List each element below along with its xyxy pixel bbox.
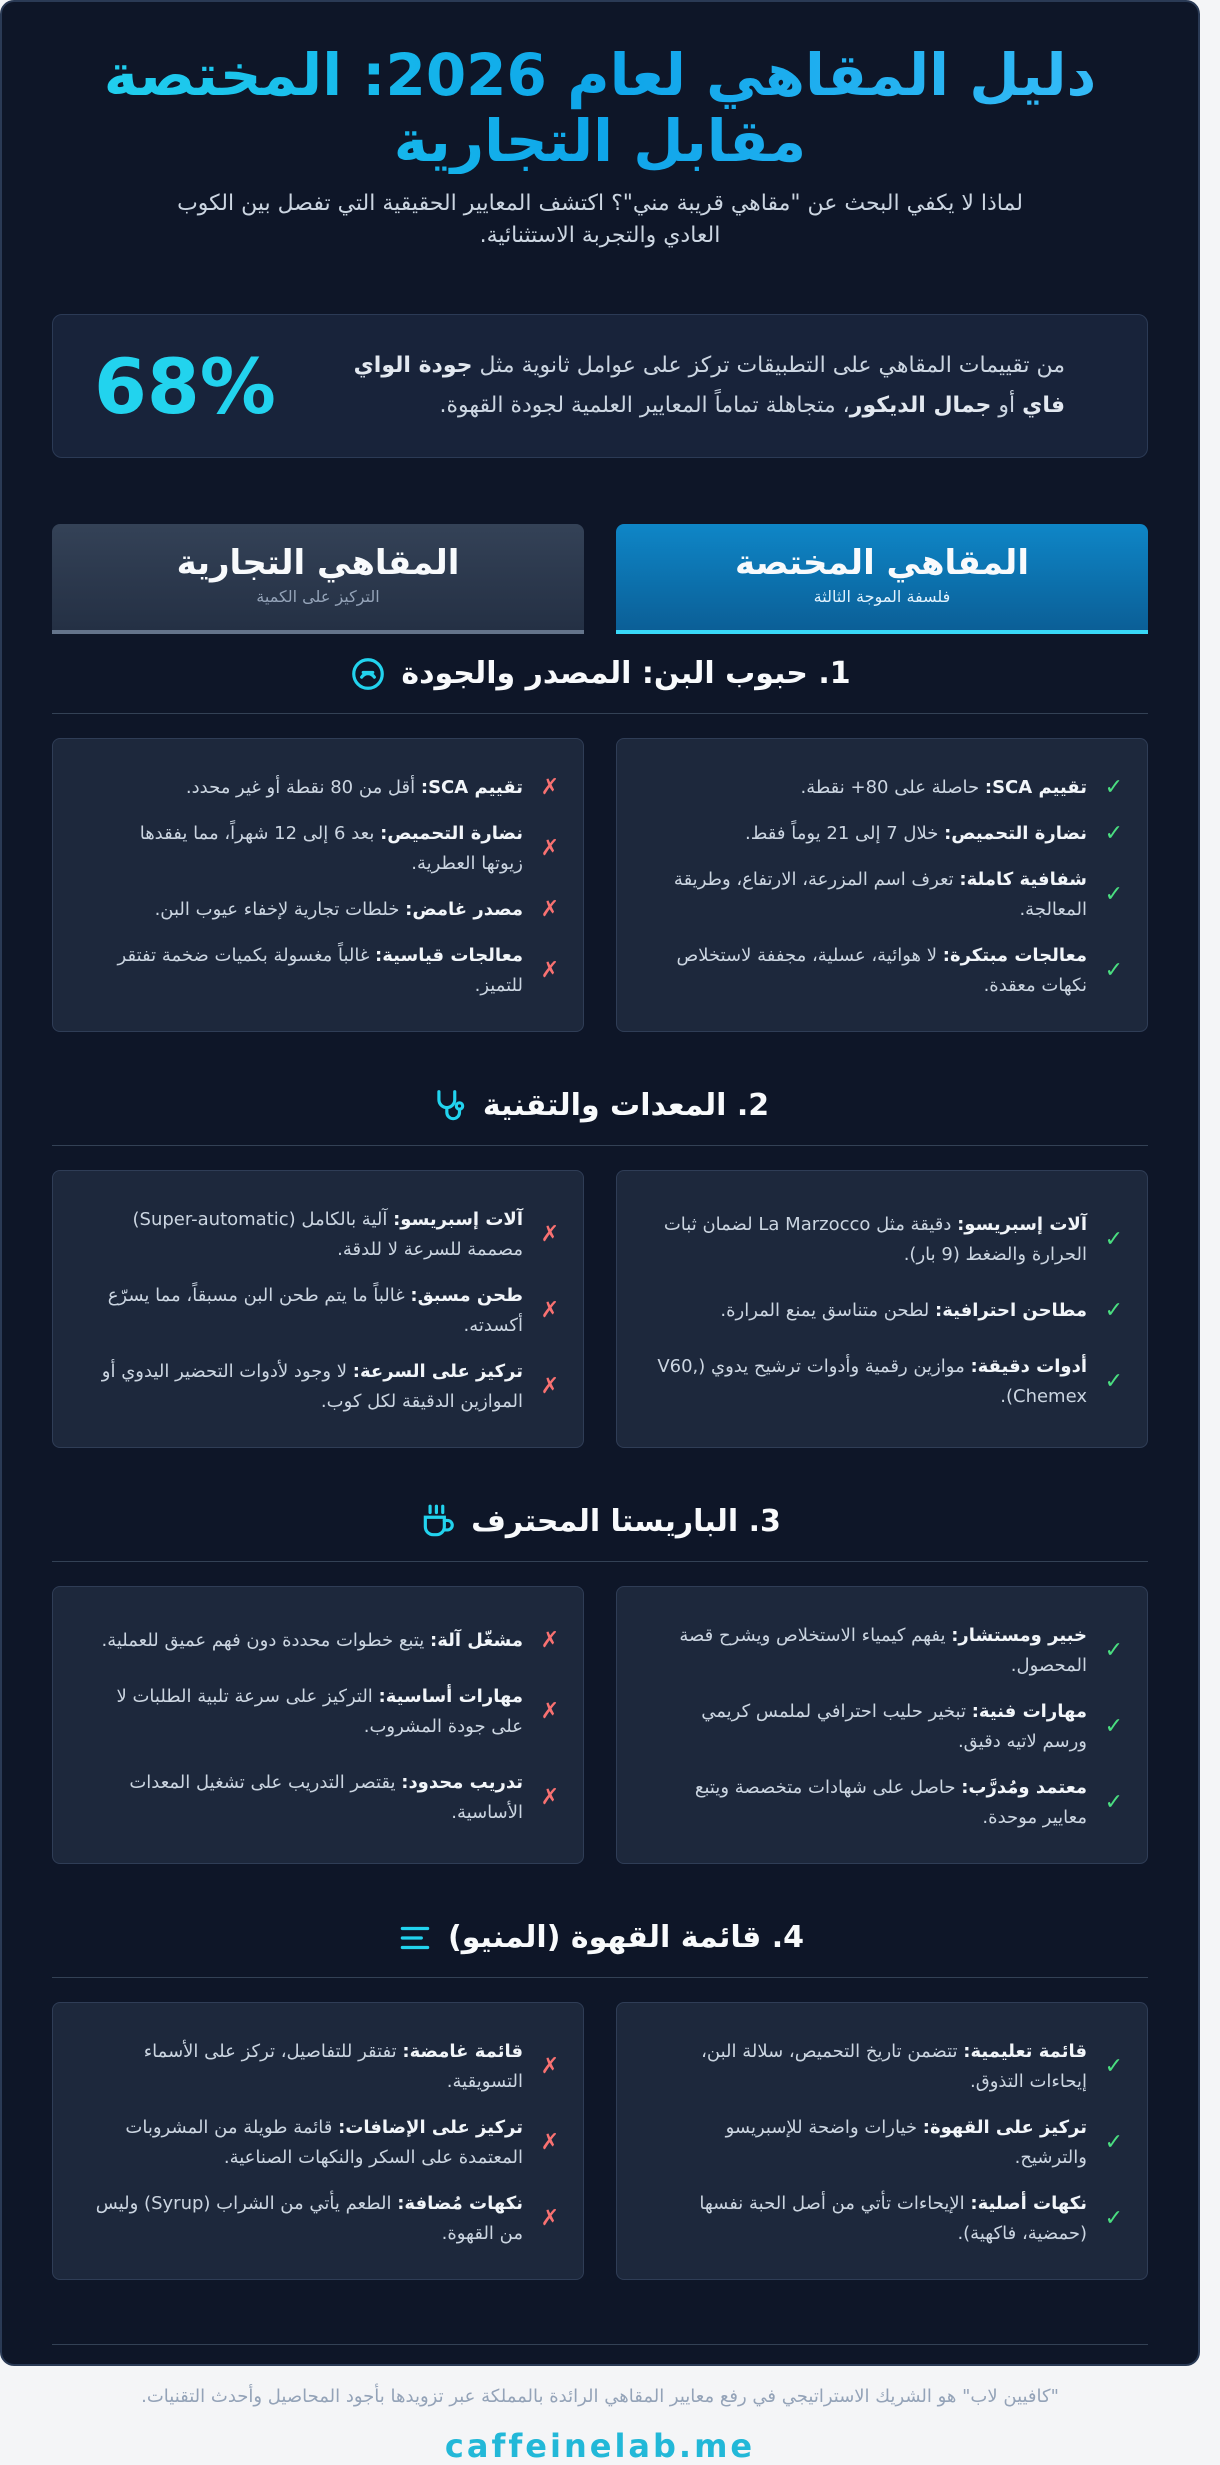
item-description: الطعم يأتي من الشراب (Syrup) وليس من القهوة. [95,2193,523,2244]
footer-site: caffeinelab.me [444,2427,756,2465]
check-icon: ✓ [1104,1369,1123,1394]
comparison-sections [52,634,1148,2280]
item-description: الإيحاءات تأتي من أصل الحبة نفسها (حمضية، فاكهية). [699,2193,1087,2244]
item-label: قائمة تعليمية: [963,2041,1087,2062]
item-text [657,1210,1087,1270]
stat-description [285,346,1115,426]
item-description: غالباً مغسولة بكميات ضخمة تفتقر للتميز. [117,945,523,996]
item-text [657,1621,1087,1681]
item-label: تركيز على الإضافات: [338,2117,523,2138]
cross-icon: ✗ [540,1374,559,1399]
item-description: موازين رقمية وأدوات ترشيح يدوي (V60, Chemex). [657,1356,1087,1407]
list-item [657,1202,1123,1278]
cross-icon: ✗ [540,1222,559,1247]
item-description: يفهم كيمياء الاستخلاص ويشرح قصة المحصول. [679,1625,1087,1676]
item-description: التركيز على سرعة تلبية الطلبات لا على جودة المشروب. [116,1686,523,1737]
section-title-row [52,1482,1148,1562]
item-label: تدريب محدود: [401,1772,523,1793]
list-item [657,1288,1123,1334]
item-text [93,2189,523,2249]
page-title: دليل المقاهي لعام 2026: المختصة مقابل التجارية [52,42,1148,174]
item-label: نضارة التحميص: [380,823,523,844]
item-label: شفافية كاملة: [959,869,1087,890]
section-title: 3. الباريستا المحترف [471,1504,781,1539]
specialty-card [616,738,1148,1032]
cross-icon: ✗ [540,1628,559,1653]
list-item [657,933,1123,1009]
section-title-row [52,634,1148,714]
cross-icon: ✗ [540,897,559,922]
item-text [186,773,523,803]
list-item [657,765,1123,811]
item-text [720,1296,1087,1326]
item-label: أدوات دقيقة: [970,1356,1087,1377]
list-item [93,1618,559,1664]
item-description: قائمة طويلة من المشروبات المعتمدة على السكر والنكهات الصناعية. [125,2117,523,2168]
item-description: بعد 6 إلى 12 شهراً، مما يفقدها زيوتها العطرية. [139,823,523,874]
item-description: لطحن متناسق يمنع المرارة. [720,1300,936,1321]
list-item [93,765,559,811]
item-description: تعرف اسم المزرعة، الارتفاع، وطريقة المعالجة. [673,869,1087,920]
stat-value: 68% [94,341,276,431]
comparison-cards [52,1586,1148,1864]
cross-icon: ✗ [540,1298,559,1323]
item-description: يتبع خطوات محددة دون فهم عميق للعملية. [101,1630,430,1651]
check-icon: ✓ [1104,2206,1123,2231]
item-label: معالجات مبتكرة: [942,945,1087,966]
section-2 [52,1066,1148,1448]
item-text [745,819,1087,849]
column-headers [52,524,1148,634]
item-label: مطاحن احترافية: [935,1300,1087,1321]
specialty-card [616,1586,1148,1864]
item-text [93,1281,523,1341]
item-label: تقييم SCA: [984,777,1087,798]
check-icon: ✓ [1104,958,1123,983]
item-text [102,1626,524,1656]
item-description: يقتصر التدريب على تشغيل المعدات الأساسية. [129,1772,523,1823]
stat-text-3: ، متجاهلة تماماً المعايير العلمية لجودة القهوة. [439,393,850,418]
section-title: 4. قائمة القهوة (المنيو) [448,1920,804,1955]
stat-text-2: أو [991,393,1023,418]
item-label: آلات إسبريسو: [393,1209,523,1230]
item-description: لا هوائية، عسلية، مجففة لاستخلاص نكهات معقدة. [676,945,1087,996]
check-icon: ✓ [1104,2054,1123,2079]
section-title-row [52,1066,1148,1146]
item-text [801,773,1087,803]
item-text [657,1352,1087,1412]
item-description: دقيقة مثل La Marzocco لضمان ثبات الحرارة والضغط (9 بار). [663,1214,1087,1265]
list-item [657,1689,1123,1765]
check-icon: ✓ [1104,1790,1123,1815]
item-description: تتضمن تاريخ التحميص، سلالة البن، إيحاءات التذوق. [701,2041,1087,2092]
item-text [93,941,523,1001]
check-icon: ✓ [1104,1298,1123,1323]
footer [52,2344,1148,2465]
list-item [93,1197,559,1273]
specialty-title: المقاهي المختصة [735,543,1029,583]
section-3 [52,1482,1148,1864]
item-description: لا وجود لأدوات التحضير اليدوي أو الموازين الدقيقة لكل كوب. [101,1361,523,1412]
commercial-card [52,738,584,1032]
item-description: غالباً ما يتم طحن البن مسبقاً، مما يسرّع أكسدته. [107,1285,523,1336]
item-label: نكهات مُضافة: [397,2193,523,2214]
hero [52,2,1148,252]
check-icon: ✓ [1104,1227,1123,1252]
stat-bold-1: جودة الواي فاي [353,353,1065,418]
menu-list-icon [396,1919,434,1957]
cross-icon: ✗ [540,775,559,800]
item-description: تبخير حليب احترافي لملمس كريمي ورسم لاتيه دقيق. [701,1701,1087,1752]
cross-icon: ✗ [540,836,559,861]
item-text [657,1697,1087,1757]
item-label: مهارات أساسية: [378,1686,523,1707]
item-text [93,1682,523,1742]
cross-icon: ✗ [540,2206,559,2231]
check-icon: ✓ [1104,2130,1123,2155]
item-text [93,819,523,879]
item-text [93,1357,523,1417]
list-item [93,2181,559,2257]
commercial-card [52,1170,584,1448]
list-item [657,1765,1123,1841]
item-label: طحن مسبق: [410,1285,523,1306]
page-subtitle: لماذا لا يكفي البحث عن "مقاهي قريبة مني"؟ اكتشف المعايير الحقيقية التي تفصل بين الكوب العادي والتجربة الاستثنائية. [177,191,1023,248]
item-label: خبير ومستشار: [951,1625,1087,1646]
check-icon: ✓ [1104,1714,1123,1739]
item-text [657,941,1087,1001]
list-item [93,811,559,887]
item-label: آلات إسبريسو: [957,1214,1087,1235]
commercial-card [52,1586,584,1864]
item-text [657,1773,1087,1833]
list-item [93,1273,559,1349]
item-label: مهارات فنية: [971,1701,1087,1722]
item-description: تفتقر للتفاصيل، تركز على الأسماء التسويقية. [143,2041,523,2092]
list-item [657,1613,1123,1689]
stethoscope-icon [431,1087,469,1125]
specialty-card [616,2002,1148,2280]
comparison-cards [52,2002,1148,2280]
cross-icon: ✗ [540,958,559,983]
coffee-bean-icon [349,655,387,693]
item-text [657,2113,1087,2173]
footer-quote: "كافيين لاب" هو الشريك الاستراتيجي في رفع معايير المقاهي الرائدة بالمملكة عبر تزويدها بأجود المحاصيل وأحدث التقنيات. [141,2386,1059,2407]
commercial-subtitle: التركيز على الكمية [256,587,380,606]
section-title-row [52,1898,1148,1978]
commercial-title: المقاهي التجارية [176,543,460,583]
item-label: مشغّل آلة: [430,1630,523,1651]
item-description: خلطات تجارية لإخفاء عيوب البن. [154,899,406,920]
list-item [93,1760,559,1836]
list-item [93,2029,559,2105]
list-item [93,887,559,933]
list-item [93,933,559,1009]
list-item [657,2105,1123,2181]
list-item [657,2029,1123,2105]
item-description: خلال 7 إلى 21 يوماً فقط. [744,823,945,844]
check-icon: ✓ [1104,882,1123,907]
commercial-column-header [52,524,584,634]
item-label: تركيز على القهوة: [922,2117,1087,2138]
comparison-cards [52,738,1148,1032]
item-label: معتمد ومُدرَّب: [961,1777,1087,1798]
item-label: تقييم SCA: [420,777,523,798]
cross-icon: ✗ [540,1785,559,1810]
list-item [657,811,1123,857]
coffee-cup-icon [419,1503,457,1541]
item-label: تركيز على السرعة: [352,1361,523,1382]
commercial-card [52,2002,584,2280]
item-text [657,2037,1087,2097]
cross-icon: ✗ [540,1699,559,1724]
item-label: مصدر غامض: [405,899,523,920]
item-text [657,865,1087,925]
item-text [93,1768,523,1828]
list-item [93,1674,559,1750]
list-item [657,1344,1123,1420]
check-icon: ✓ [1104,821,1123,846]
item-label: نكهات أصلية: [970,2193,1087,2214]
item-description: حاصلة على 80+ نقطة. [800,777,985,798]
item-description: آلية بالكامل (Super-automatic) مصممة للسرعة لا للدقة. [132,1209,523,1260]
specialty-card [616,1170,1148,1448]
item-label: معالجات قياسية: [375,945,523,966]
section-title: 2. المعدات والتقنية [482,1088,770,1123]
stat-bold-2: جمال الديكور [849,393,992,418]
check-icon: ✓ [1104,775,1123,800]
item-label: نضارة التحميص: [944,823,1087,844]
section-1 [52,634,1148,1032]
item-description: حاصل على شهادات متخصصة ويتبع معايير موحدة. [694,1777,1087,1828]
item-text [93,2037,523,2097]
stat-text-1: من تقييمات المقاهي على التطبيقات تركز على عوامل ثانوية مثل [472,353,1065,378]
list-item [657,2181,1123,2257]
list-item [657,857,1123,933]
cross-icon: ✗ [540,2130,559,2155]
item-text [155,895,523,925]
item-text [93,1205,523,1265]
section-4 [52,1898,1148,2280]
specialty-subtitle: فلسفة الموجة الثالثة [813,587,951,606]
item-text [657,2189,1087,2249]
item-description: خيارات واضحة للإسبريسو والترشيح. [725,2117,1087,2168]
section-title: 1. حبوب البن: المصدر والجودة [401,656,851,691]
stat-box [52,314,1148,458]
specialty-column-header [616,524,1148,634]
cross-icon: ✗ [540,2054,559,2079]
item-description: أقل من 80 نقطة أو غير محدد. [185,777,421,798]
list-item [93,2105,559,2181]
check-icon: ✓ [1104,1638,1123,1663]
item-text [93,2113,523,2173]
list-item [93,1349,559,1425]
comparison-cards [52,1170,1148,1448]
item-label: قائمة غامضة: [402,2041,523,2062]
